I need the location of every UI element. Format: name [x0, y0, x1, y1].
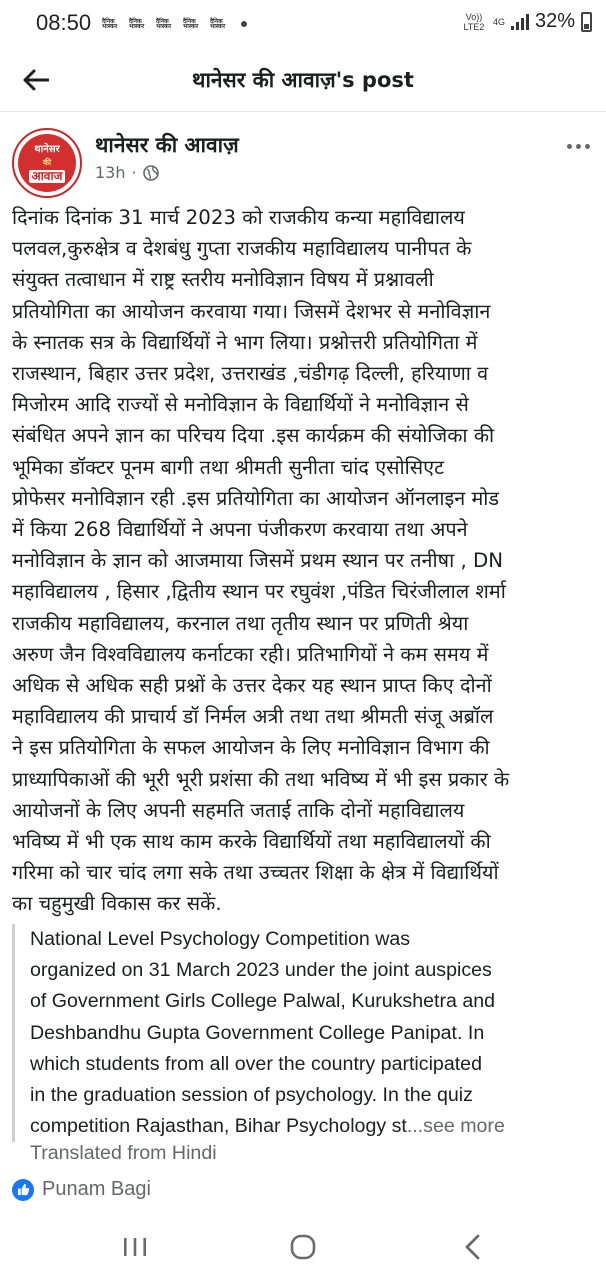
post-body-line: राजस्थान, बिहार उत्तर प्रदेश, उत्तराखंड ,चंडीगढ़ दिल्ली, हरियाणा व: [12, 362, 489, 386]
post-body-line: अरुण जैन विश्वविद्यालय कर्नाटका रही। प्रतिभागियों ने कम समय में: [12, 642, 489, 666]
chevron-left-icon: [463, 1234, 483, 1260]
translation-line-last: competition Rajasthan, Bihar Psychology st...see more: [30, 1115, 505, 1138]
post-translation: [12, 924, 602, 1142]
more-options-button[interactable]: [560, 134, 596, 158]
recent-apps-button[interactable]: [110, 1230, 160, 1264]
translation-line: Deshbandhu Gupta Government College Panipat. In: [30, 1021, 485, 1044]
post-body-line: आयोजनों के लिए अपनी सहमति जताई ताकि दोनों महाविद्यालय: [12, 798, 465, 822]
battery-icon: [581, 12, 592, 32]
avatar-logo: थानेसर की आवाज: [18, 134, 76, 192]
notification-icons: [102, 14, 247, 34]
post-body-line: मनोविज्ञान के ज्ञान को आजमाया जिसमें प्रथम स्थान पर तनीषा , DN: [12, 549, 504, 573]
post-body-line: महाविद्यालय , हिसार ,द्वितीय स्थान पर रघुवंश ,पंडित चिरंजीलाल शर्मा: [12, 580, 506, 604]
post-body: [12, 202, 592, 920]
globe-icon: [143, 165, 159, 181]
post-body-line: भूमिका डॉक्टर पूनम बागी तथा श्रीमती सुनीता चांद एसोसिएट: [12, 455, 445, 479]
post-body-line: में किया 268 विद्यार्थियों ने अपना पंजीकरण करवाया तथा अपने: [12, 518, 468, 542]
post-body-line: ने इस प्रतियोगिता के सफल आयोजन के लिए मनोविज्ञान विभाग की: [12, 736, 490, 760]
translated-from-label[interactable]: Translated from Hindi: [30, 1142, 217, 1164]
signal-icon: [511, 14, 529, 30]
post-body-line: राजकीय महाविद्यालय, करनाल तथा तृतीय स्थान पर प्रणिती श्रेया: [12, 611, 469, 635]
like-reaction-icon: [12, 1179, 34, 1201]
post-body-line: महाविद्यालय की प्राचार्य डॉ निर्मल अत्री तथा तथा श्रीमती संजू अब्रॉल: [12, 705, 494, 729]
post-body-line: भविष्य में भी एक साथ काम करके विद्यार्थियों तथा महाविद्यालयों की: [12, 830, 491, 854]
translation-line: in the graduation session of psychology. In the quiz: [30, 1084, 473, 1107]
post-body-line: के स्नातक सत्र के विद्यार्थियों ने भाग लिया। प्रश्नोत्तरी प्रतियोगिता में: [12, 330, 478, 354]
status-time: 08:50: [36, 10, 92, 35]
status-right: [461, 10, 592, 33]
post-body-line: अधिक से अधिक सही प्रश्नों के उत्तर देकर यह स्थान प्राप्त किए दोनों: [12, 674, 492, 698]
home-icon: [289, 1233, 317, 1261]
translation-line: of Government Girls College Palwal, Kurukshetra and: [30, 990, 496, 1013]
dainik-bhaskar-notification-icon: दैनिक भास्कर: [156, 18, 172, 30]
dot-icon: [585, 144, 590, 149]
post-body-line: प्रोफेसर मनोविज्ञान रही .इस प्रतियोगिता का आयोजन ऑनलाइन मोड: [12, 486, 499, 510]
dot-icon: [567, 144, 572, 149]
ellipsis: ...: [406, 1115, 424, 1138]
post-body-line: संबंधित अपने ज्ञान का परिचय दिया .इस कार्यक्रम की संयोजिका की: [12, 424, 495, 448]
see-more-link[interactable]: see more: [423, 1115, 505, 1138]
translation-line: organized on 31 March 2023 under the joint auspices: [30, 959, 492, 982]
home-button[interactable]: [278, 1230, 328, 1264]
post-body-line: मिजोरम आदि राज्यों से मनोविज्ञान के विद्यार्थियों ने मनोविज्ञान से: [12, 393, 469, 417]
post-body-line: दिनांक दिनांक 31 मार्च 2023 को राजकीय कन्या महाविद्यालय: [12, 206, 465, 229]
meta-separator: ·: [131, 163, 137, 182]
dot-icon: [576, 144, 581, 149]
app-header: [0, 48, 606, 112]
page-avatar[interactable]: [12, 128, 82, 198]
status-bar: [0, 0, 606, 48]
post-header: [0, 118, 606, 198]
page-title: थानेसर की आवाज़'s post: [192, 68, 414, 92]
post-body-line: का चहुमुखी विकास कर सकें.: [12, 892, 222, 916]
post-body-line: संयुक्त तत्वाधान में राष्ट्र स्तरीय मनोविज्ञान विषय में प्रश्नावली: [12, 268, 434, 292]
dainik-bhaskar-notification-icon: दैनिक भास्कर: [210, 18, 226, 30]
dainik-bhaskar-notification-icon: दैनिक भास्कर: [102, 18, 118, 30]
post-author-name[interactable]: थानेसर की आवाज़: [95, 133, 239, 157]
post-body-line: गरिमा को चार चांद लगा सके तथा उच्चतर शिक्षा के क्षेत्र में विद्यार्थियों: [12, 861, 499, 885]
system-navigation-bar: [0, 1212, 606, 1280]
battery-percentage: 32%: [534, 10, 575, 32]
translation-line: National Level Psychology Competition was: [30, 928, 411, 950]
translation-line: which students from all over the country participated: [30, 1052, 482, 1075]
network-4g-icon: 4G: [492, 16, 505, 27]
post-body-line: प्रतियोगिता का आयोजन करवाया गया। जिसमें देशभर से मनोविज्ञान: [12, 299, 491, 323]
post-body-line: प्राध्यापिकाओं की भूरी भूरी प्रशंसा की तथा भविष्य में भी इस प्रकार के: [12, 767, 510, 791]
post-meta: [95, 163, 159, 182]
more-notifications-dot-icon: [241, 21, 247, 27]
dainik-bhaskar-notification-icon: दैनिक भास्कर: [129, 18, 145, 30]
post-body-line: पलवल,कुरुक्षेत्र व देशबंधु गुप्ता राजकीय महाविद्यालय पानीपत के: [12, 237, 472, 261]
dainik-bhaskar-notification-icon: दैनिक भास्कर: [183, 18, 199, 30]
volte-icon: Vo)) LTE2: [463, 11, 485, 32]
system-back-button[interactable]: [448, 1230, 498, 1264]
reactor-name: Punam Bagi: [42, 1178, 151, 1200]
recent-apps-icon: [122, 1236, 148, 1258]
reactions-summary[interactable]: [12, 1178, 151, 1201]
post-time[interactable]: 13h: [95, 163, 126, 182]
